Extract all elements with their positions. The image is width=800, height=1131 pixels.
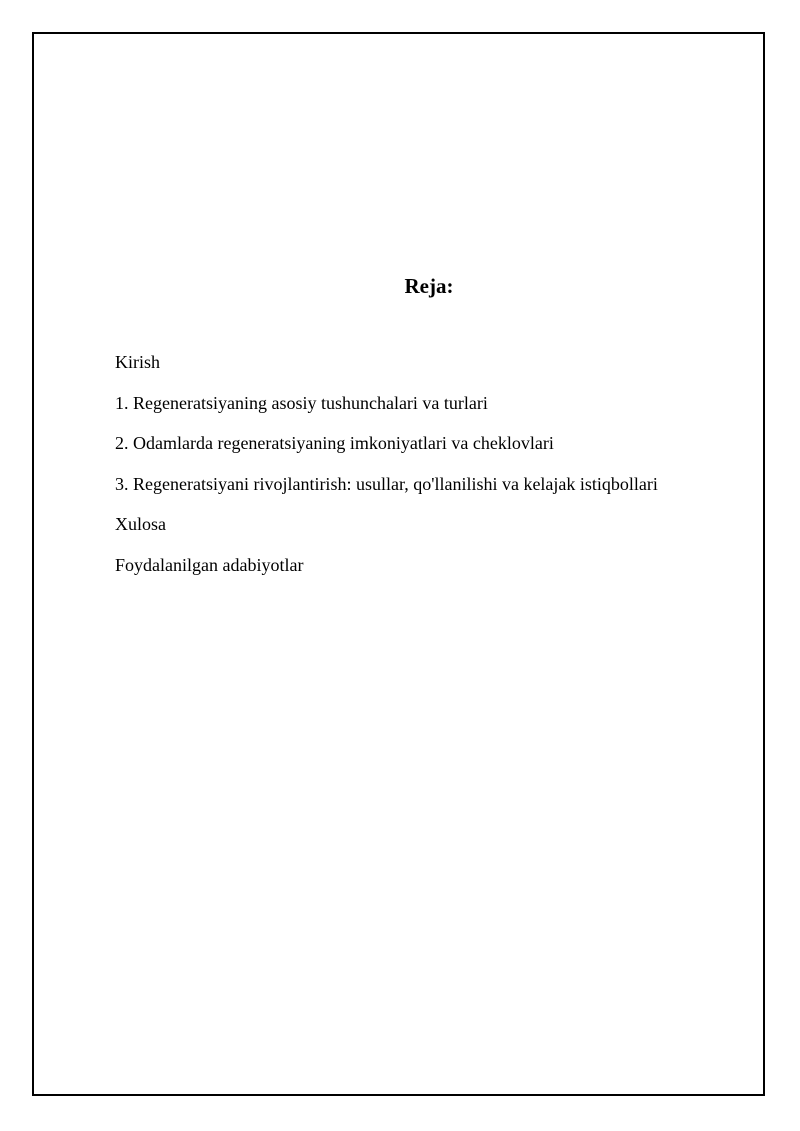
toc-item-chapter-3: 3. Regeneratsiyani rivojlantirish: usullar, qo'llanilishi va kelajak istiqbollari (115, 473, 658, 494)
toc-item-introduction: Kirish (115, 352, 160, 372)
toc-item-chapter-1: 1. Regeneratsiyaning asosiy tushunchalari va turlari (115, 392, 488, 413)
page-title: Reja: (404, 274, 454, 298)
toc-item-conclusion: Xulosa (115, 514, 166, 534)
table-of-contents (115, 350, 658, 593)
toc-item-chapter-2: 2. Odamlarda regeneratsiyaning imkoniyatlari va cheklovlari (115, 433, 554, 453)
toc-item-references: Foydalanilgan adabiyotlar (115, 554, 304, 575)
